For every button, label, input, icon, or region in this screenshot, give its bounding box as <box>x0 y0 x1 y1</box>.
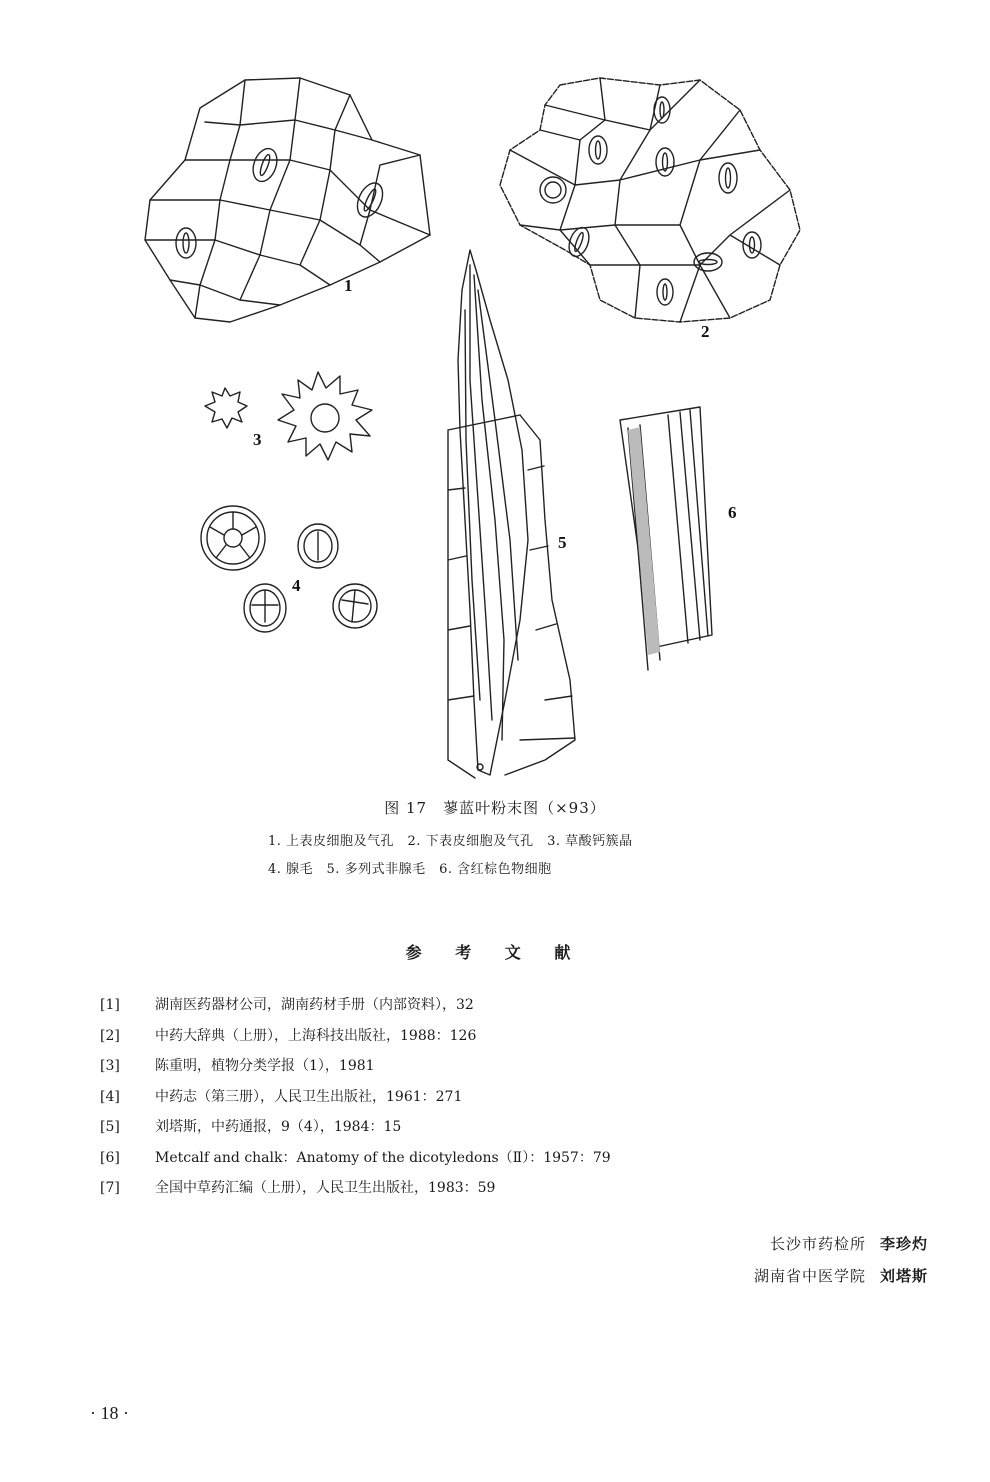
reference-text: 中药大辞典（上册），上海科技出版社，1988：126 <box>155 1028 477 1044</box>
reference-number: [4] <box>100 1089 120 1105</box>
author-line <box>754 1265 928 1286</box>
reference-text: 刘塔斯，中药通报，9（4），1984：15 <box>155 1119 402 1135</box>
figure-legend-line-1: 1. 上表皮细胞及气孔 2. 下表皮细胞及气孔 3. 草酸钙簇晶 <box>268 834 633 849</box>
author-name: 刘塔斯 <box>879 1267 928 1285</box>
reference-item <box>100 994 474 1016</box>
reference-text: 全国中草药汇编（上册），人民卫生出版社，1983：59 <box>155 1180 496 1196</box>
panel-label-2: 2 <box>701 322 710 341</box>
reference-item <box>100 1025 476 1047</box>
panel-label-5: 5 <box>558 533 567 552</box>
figure-caption-title: 图 17 蓼蓝叶粉末图（×93） <box>384 799 606 817</box>
figure-legend-line-2: 4. 腺毛 5. 多列式非腺毛 6. 含红棕色物细胞 <box>268 862 552 877</box>
author-affiliation: 湖南省中医学院 <box>753 1267 866 1285</box>
reference-item <box>100 1147 611 1169</box>
page-number: · 18 · <box>90 1403 129 1423</box>
reference-text: Metcalf and chalk：Anatomy of the dicotyledons（Ⅱ）：1957：79 <box>155 1150 611 1166</box>
reference-item <box>100 1116 401 1138</box>
druse-crystals-drawing <box>205 372 372 460</box>
reference-number: [2] <box>100 1028 120 1044</box>
reference-number: [7] <box>100 1180 120 1196</box>
reference-number: [3] <box>100 1058 120 1074</box>
author-affiliation: 长沙市药检所 <box>769 1235 866 1253</box>
reference-number: [6] <box>100 1150 120 1166</box>
panel-label-3: 3 <box>253 430 262 449</box>
references-heading: 参 考 文 献 <box>405 943 585 962</box>
reference-text: 中药志（第三册），人民卫生出版社，1961：271 <box>155 1089 463 1105</box>
author-name: 李珍灼 <box>879 1235 928 1253</box>
reference-number: [5] <box>100 1119 120 1135</box>
red-brown-cell-drawing <box>620 407 712 670</box>
reference-text: 湖南医药器材公司，湖南药材手册（内部资料），32 <box>155 997 474 1013</box>
glandular-hairs-drawing <box>201 506 377 632</box>
reference-text: 陈重明，植物分类学报（1），1981 <box>155 1058 375 1074</box>
panel-label-4: 4 <box>292 576 301 595</box>
panel-label-6: 6 <box>728 503 737 522</box>
author-line <box>770 1233 928 1254</box>
reference-number: [1] <box>100 997 120 1013</box>
reference-item <box>100 1086 462 1108</box>
upper-epidermis-drawing <box>145 78 430 322</box>
panel-label-1: 1 <box>344 276 353 295</box>
reference-item <box>100 1055 375 1077</box>
reference-item <box>100 1177 495 1199</box>
lower-epidermis-drawing <box>500 78 800 322</box>
non-glandular-hair-drawing <box>448 250 575 778</box>
